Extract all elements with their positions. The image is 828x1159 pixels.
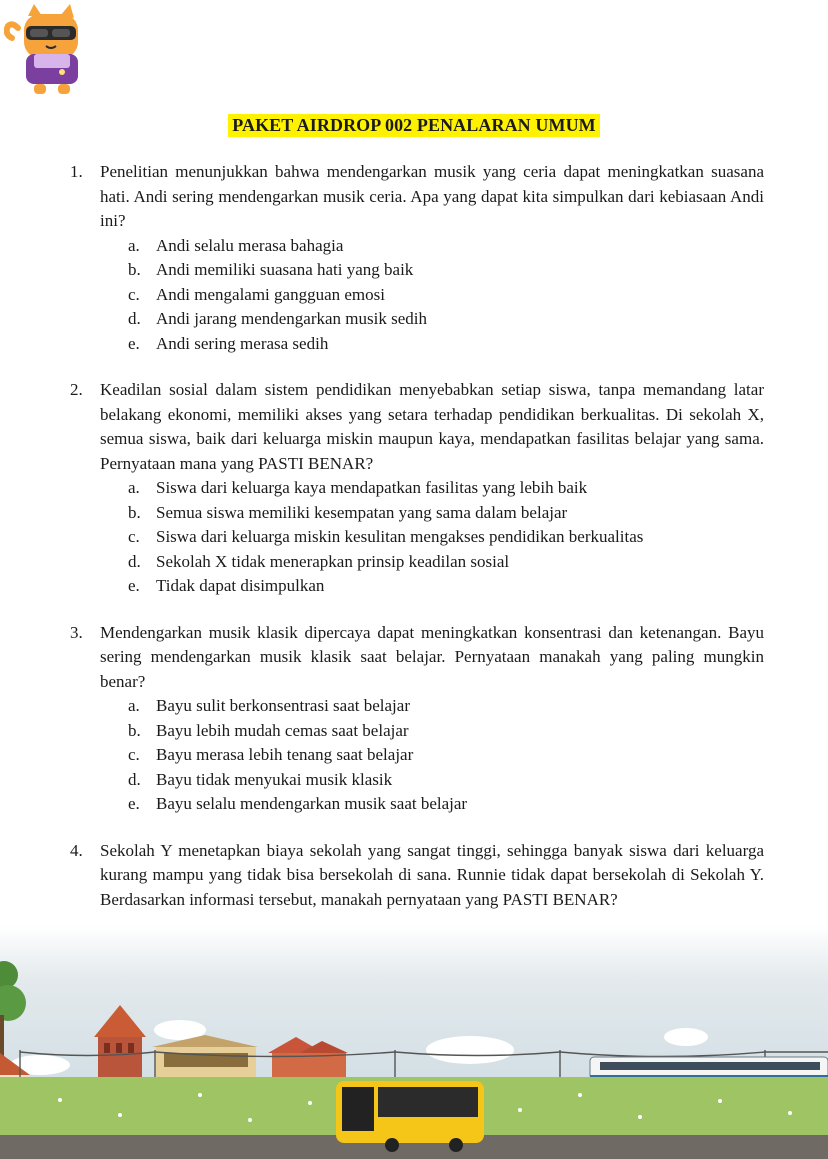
question-text: Penelitian menunjukkan bahwa mendengarkan musik yang ceria dapat meningkatkan suasana hati. Andi sering mendengarkan musik ceria. Apa yang dapat kita simpulkan dari kebiasaan Andi ini? — [100, 162, 764, 230]
option-letter: a. — [128, 478, 140, 497]
question-4 — [70, 839, 764, 913]
option-e — [128, 574, 764, 599]
option-text: Bayu lebih mudah cemas saat belajar — [156, 720, 409, 740]
question-number: 3. — [70, 622, 83, 642]
document-title-wrap — [0, 114, 828, 137]
option-b — [128, 501, 764, 526]
option-text: Andi jarang mendengarkan musik sedih — [156, 309, 427, 328]
option-b — [128, 258, 764, 283]
option-letter: d. — [128, 769, 141, 789]
option-letter: c. — [128, 284, 140, 304]
option-letter: d. — [128, 309, 141, 328]
option-text: Bayu sulit berkonsentrasi saat belajar — [156, 696, 410, 715]
option-d — [128, 768, 764, 793]
option-d — [128, 550, 764, 575]
bus-icon — [336, 1081, 484, 1152]
question-number: 4. — [70, 840, 83, 860]
option-text: Tidak dapat disimpulkan — [156, 576, 325, 595]
option-letter: e. — [128, 333, 140, 353]
option-letter: a. — [128, 235, 140, 255]
option-c — [128, 283, 764, 308]
question-text: Sekolah Y menetapkan biaya sekolah yang sangat tinggi, sehingga banyak siswa dari keluarga kurang mampu yang tidak bisa bersekolah di sana. Runnie tidak dapat bersekolah di Sekolah Y. Berdasarkan informasi tersebut, manakah pernyataan yang PASTI BENAR? — [100, 840, 764, 909]
option-letter: e. — [128, 576, 140, 595]
option-letter: b. — [128, 502, 141, 522]
option-text: Andi mengalami gangguan emosi — [156, 284, 385, 304]
option-letter: e. — [128, 794, 140, 813]
question-number: 2. — [70, 380, 83, 399]
option-letter: b. — [128, 260, 141, 279]
option-b — [128, 719, 764, 744]
option-text: Andi selalu merasa bahagia — [156, 235, 344, 255]
option-a — [128, 476, 764, 501]
option-c — [128, 743, 764, 768]
question-text: Mendengarkan musik klasik dipercaya dapat meningkatkan konsentrasi dan ketenangan. Bayu sering mendengarkan musik klasik saat belajar. Pernyataan manakah yang paling mungkin benar? — [100, 622, 764, 691]
option-text: Bayu merasa lebih tenang saat belajar — [156, 745, 414, 764]
question-number: 1. — [70, 162, 83, 181]
option-text: Siswa dari keluarga miskin kesulitan mengakses pendidikan berkualitas — [156, 527, 644, 546]
question-3 — [70, 621, 764, 817]
question-text: Keadilan sosial dalam sistem pendidikan menyebabkan setiap siswa, tanpa memandang latar belakang ekonomi, memiliki akses yang setara terhadap pendidikan berkualitas. Di sekolah X, semua siswa, baik dari keluarga miskin maupun kaya, mendapatkan fasilitas belajar yang sama. Pernyataan mana yang PASTI BENAR? — [100, 380, 764, 473]
option-text: Andi sering merasa sedih — [156, 333, 329, 353]
option-list — [100, 694, 764, 817]
option-text: Bayu selalu mendengarkan musik saat belajar — [156, 794, 468, 813]
city-footer-illustration — [0, 925, 828, 1159]
option-d — [128, 307, 764, 332]
cat-mascot-logo-icon — [4, 4, 88, 98]
option-letter: c. — [128, 745, 140, 764]
option-e — [128, 792, 764, 817]
option-c — [128, 525, 764, 550]
option-text: Sekolah X tidak menerapkan prinsip keadilan sosial — [156, 551, 510, 571]
option-e — [128, 332, 764, 357]
option-text: Andi memiliki suasana hati yang baik — [156, 260, 414, 279]
option-a — [128, 234, 764, 259]
document-title: PAKET AIRDROP 002 PENALARAN UMUM — [228, 114, 600, 137]
question-2 — [70, 378, 764, 599]
option-letter: d. — [128, 551, 141, 571]
option-letter: c. — [128, 527, 140, 546]
question-1 — [70, 160, 764, 356]
option-text: Bayu tidak menyukai musik klasik — [156, 769, 393, 789]
option-list — [100, 476, 764, 599]
option-letter: a. — [128, 696, 140, 715]
option-list — [100, 234, 764, 357]
option-a — [128, 694, 764, 719]
question-list — [70, 160, 764, 934]
option-text: Siswa dari keluarga kaya mendapatkan fasilitas yang lebih baik — [156, 478, 588, 497]
option-letter: b. — [128, 720, 141, 740]
train-icon — [590, 1057, 828, 1079]
option-text: Semua siswa memiliki kesempatan yang sama dalam belajar — [156, 502, 568, 522]
